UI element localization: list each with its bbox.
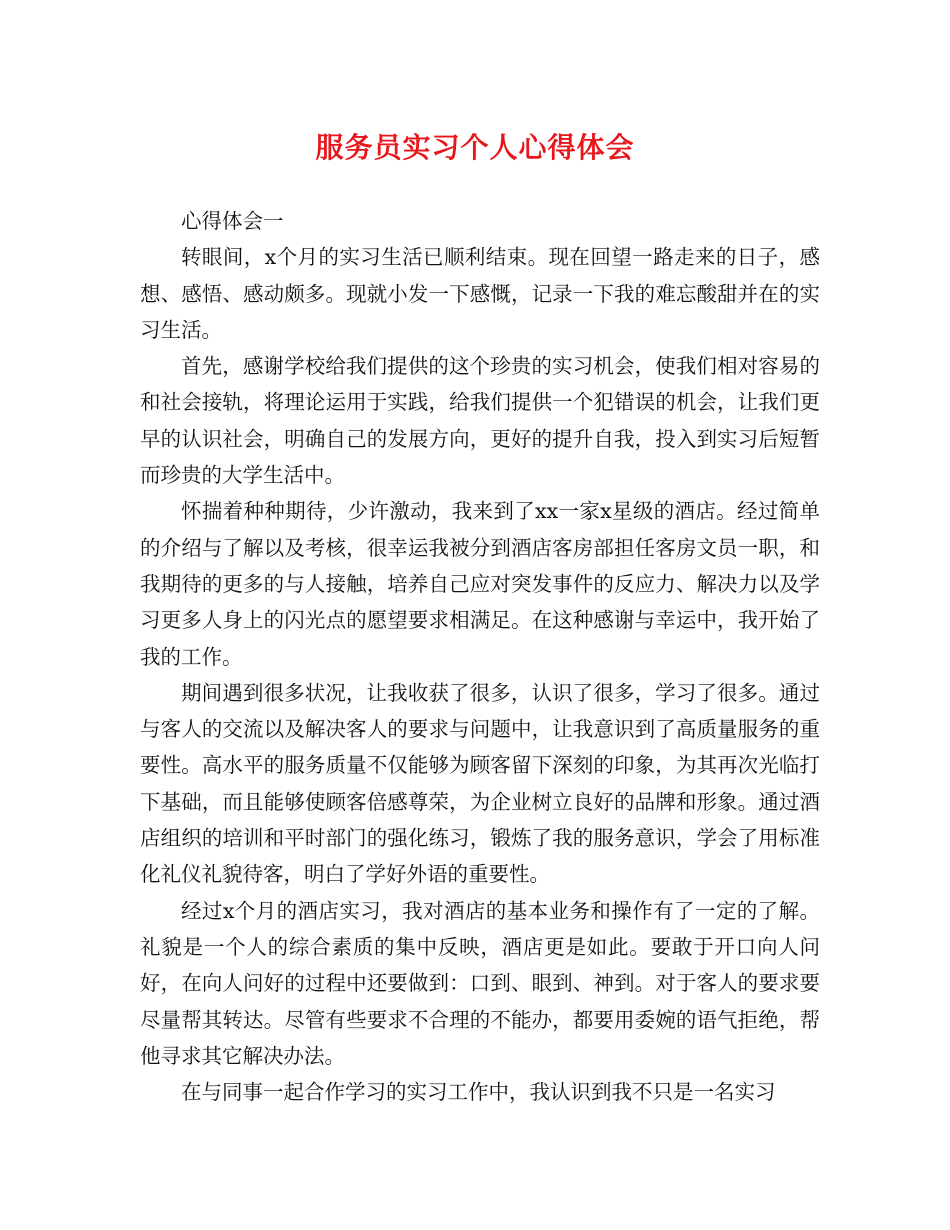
section-heading: 心得体会一: [181, 209, 284, 233]
paragraph-1: 转眼间，x个月的实习生活已顺利结束。现在回望一路走来的日子，感想、感悟、感动颇多。现就小发一下感慨，记录一下我的难忘酸甜并在的实习生活。: [140, 245, 820, 342]
paragraph-4: 期间遇到很多状况，让我收获了很多，认识了很多，学习了很多。通过与客人的交流以及解决客人的要求与问题中，让我意识到了高质量服务的重要性。高水平的服务质量不仅能够为顾客留下深刻的印象，为其再次光临打下基础，而且能够使顾客倍感尊荣，为企业树立良好的品牌和形象。通过酒店组织的培训和平时部门的强化练习，锻炼了我的服务意识，学会了用标准化礼仪礼貌待客，明白了学好外语的重要性。: [140, 680, 820, 887]
paragraph-5: 经过x个月的酒店实习，我对酒店的基本业务和操作有了一定的了解。礼貌是一个人的综合素质的集中反映，酒店更是如此。要敢于开口向人问好，在向人问好的过程中还要做到：口到、眼到、神到。对于客人的要求要尽量帮其转达。尽管有些要求不合理的不能办，都要用委婉的语气拒绝，帮他寻求其它解决办法。: [140, 898, 820, 1068]
paragraph-2: 首先，感谢学校给我们提供的这个珍贵的实习机会，使我们相对容易的和社会接轨，将理论运用于实践，给我们提供一个犯错误的机会，让我们更早的认识社会，明确自己的发展方向，更好的提升自我，投入到实习后短暂而珍贵的大学生活中。: [140, 354, 820, 488]
paragraph-6: 在与同事一起合作学习的实习工作中，我认识到我不只是一名实习: [181, 1080, 776, 1105]
document-body: [140, 203, 820, 1110]
paragraph-3: 怀揣着种种期待，少许激动，我来到了xx一家x星级的酒店。经过简单的介绍与了解以及考核，很幸运我被分到酒店客房部担任客房文员一职，和我期待的更多的与人接触，培养自己应对突发事件的反应力、解决力以及学习更多人身上的闪光点的愿望要求相满足。在这种感谢与幸运中，我开始了我的工作。: [140, 499, 820, 669]
page-title: 服务员实习个人心得体会: [315, 131, 635, 164]
